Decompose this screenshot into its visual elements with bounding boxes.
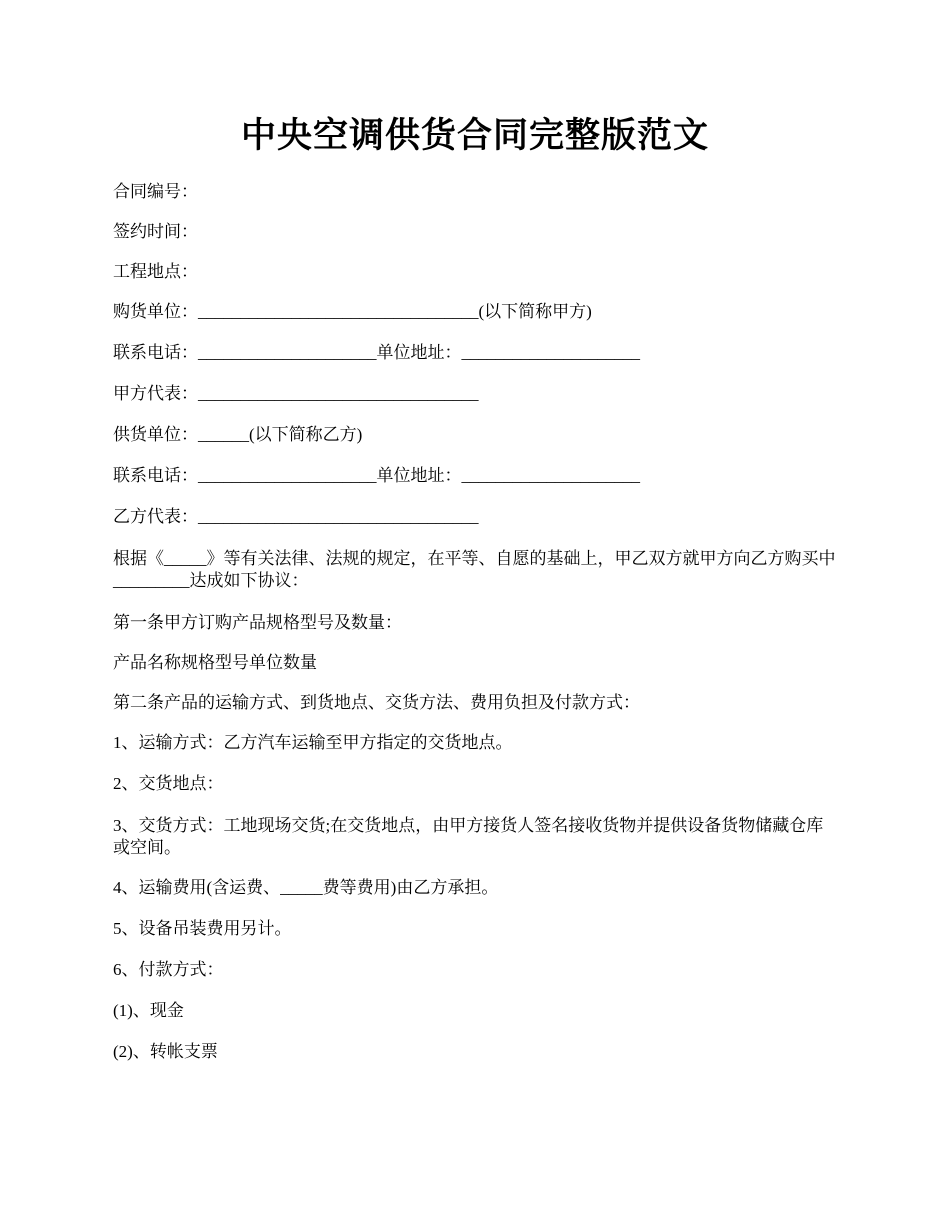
article-two-heading: 第二条产品的运输方式、到货地点、交货方法、费用负担及付款方式： — [113, 693, 640, 712]
signing-time-line: 签约时间： — [113, 222, 198, 241]
delivery-location-item: 2、交货地点： — [113, 774, 224, 793]
document-title: 中央空调供货合同完整版范文 — [240, 116, 709, 155]
supplier-representative-line: 乙方代表：_________________________________ — [113, 507, 479, 526]
contract-number-line: 合同编号： — [113, 182, 198, 201]
article-one-heading: 第一条甲方订购产品规格型号及数量： — [113, 613, 402, 632]
transport-method-item: 1、运输方式：乙方汽车运输至甲方指定的交货地点。 — [113, 733, 513, 752]
transport-cost-item: 4、运输费用(含运费、_____费等费用)由乙方承担。 — [113, 878, 499, 897]
payment-option-transfer-check: (2)、转帐支票 — [113, 1042, 218, 1061]
buyer-unit-line: 购货单位：_________________________________(以下简称甲方) — [113, 302, 592, 321]
delivery-method-item: 3、交货方式：工地现场交货;在交货地点，由甲方接货人签名接收货物并提供设备货物储藏仓库或空间。 — [113, 816, 824, 857]
buyer-contact-line: 联系电话：_____________________单位地址：_____________________ — [113, 343, 640, 362]
lifting-cost-item: 5、设备吊装费用另计。 — [113, 919, 292, 938]
payment-method-item: 6、付款方式： — [113, 960, 224, 979]
product-table-header: 产品名称规格型号单位数量 — [113, 653, 317, 672]
buyer-representative-line: 甲方代表：_________________________________ — [113, 384, 479, 403]
supplier-contact-line: 联系电话：_____________________单位地址：_____________________ — [113, 466, 640, 485]
payment-option-cash: (1)、现金 — [113, 1001, 184, 1020]
preamble-paragraph: 根据《_____》等有关法律、法规的规定，在平等、自愿的基础上，甲乙双方就甲方向乙方购买中_________达成如下协议： — [113, 549, 836, 590]
project-location-line: 工程地点： — [113, 262, 198, 281]
supplier-unit-line: 供货单位：______(以下简称乙方) — [113, 425, 363, 444]
